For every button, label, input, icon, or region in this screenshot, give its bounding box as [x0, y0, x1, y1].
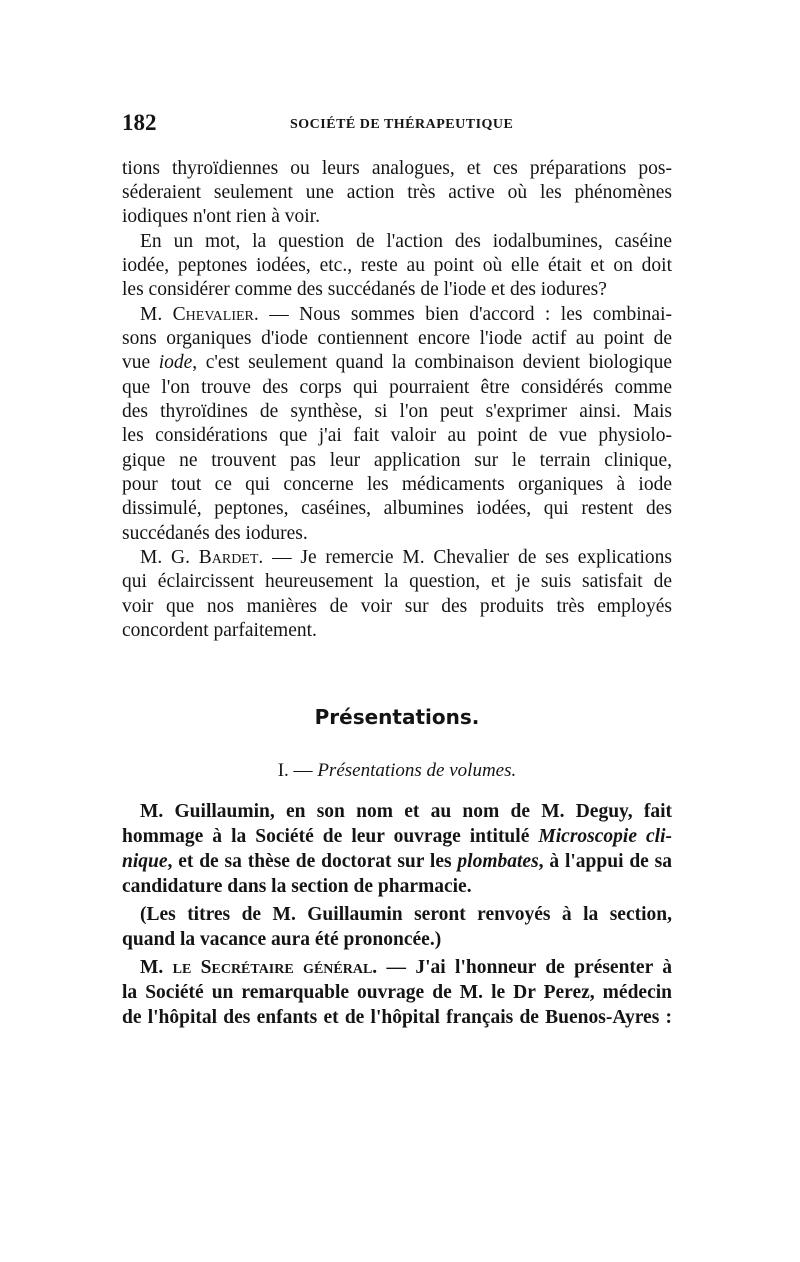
text-line: quand la vacance aura été prononcée.): [122, 929, 442, 950]
section-subtitle: I. — Présentations de volumes.: [277, 760, 517, 781]
text-line: sons organiques d'iode contiennent encore l'iode actif au point de: [122, 328, 672, 349]
text-line: candidature dans la section de pharmacie.: [122, 876, 472, 897]
text-line: vue iode, c'est seulement quand la combinaison devient biologique: [122, 352, 672, 373]
text-line: gique ne trouvent pas leur application sur le terrain clinique,: [122, 450, 672, 471]
text-line: nique, et de sa thèse de doctorat sur les plombates, à l'appui de sa: [122, 851, 672, 872]
text-line: (Les titres de M. Guillaumin seront renvoyés à la section,: [140, 904, 672, 925]
text-line: tions thyroïdiennes ou leurs analogues, et ces préparations pos-: [122, 158, 672, 179]
section-title: Présentations.: [314, 705, 480, 729]
text-line: de l'hôpital des enfants et de l'hôpital français de Buenos-Ayres :: [122, 1007, 672, 1028]
text-line: pour tout ce qui concerne les médicaments organiques à iode: [122, 474, 672, 495]
text-line: M. le Secrétaire général. — J'ai l'honneur de présenter à: [140, 957, 672, 978]
text-line: les considérer comme des succédanés de l'iode et des iodures?: [122, 279, 607, 300]
text-line: hommage à la Société de leur ouvrage intitulé Microscopie cli-: [122, 826, 672, 847]
text-line: concordent parfaitement.: [122, 620, 317, 641]
text-line: succédanés des iodures.: [122, 523, 308, 544]
text-line: iodiques n'ont rien à voir.: [122, 206, 320, 227]
text-line: M. Chevalier. — Nous sommes bien d'accord : les combinai-: [140, 304, 672, 325]
text-line: voir que nos manières de voir sur des produits très employés: [122, 596, 672, 617]
text-line: que l'on trouve des corps qui pourraient être considérés comme: [122, 377, 672, 398]
page-number: 182: [122, 110, 157, 135]
running-title: SOCIÉTÉ DE THÉRAPEUTIQUE: [290, 117, 514, 132]
text-line: séderaient seulement une action très active où les phénomènes: [122, 182, 672, 203]
text-line: des thyroïdines de synthèse, si l'on peut s'exprimer ainsi. Mais: [122, 401, 672, 422]
text-line: En un mot, la question de l'action des iodalbumines, caséine: [140, 231, 672, 252]
speaker-name: M. G. Bardet.: [140, 547, 264, 568]
speaker-name: M. Chevalier.: [140, 304, 259, 325]
text-line: iodée, peptones iodées, etc., reste au point où elle était et on doit: [122, 255, 672, 276]
text-line: M. Guillaumin, en son nom et au nom de M. Deguy, fait: [140, 801, 672, 822]
text-line: M. G. Bardet. — Je remercie M. Chevalier de ses explications: [140, 547, 672, 568]
text-line: la Société un remarquable ouvrage de M. le Dr Perez, médecin: [122, 982, 672, 1003]
text-line: qui éclaircissent heureusement la question, et je suis satisfait de: [122, 571, 672, 592]
text-line: les considérations que j'ai fait valoir au point de vue physiolo-: [122, 425, 672, 446]
page-header: [122, 110, 672, 140]
speaker-name: M. le Secrétaire général.: [140, 957, 378, 978]
text-line: dissimulé, peptones, caséines, albumines iodées, qui restent des: [122, 498, 672, 519]
